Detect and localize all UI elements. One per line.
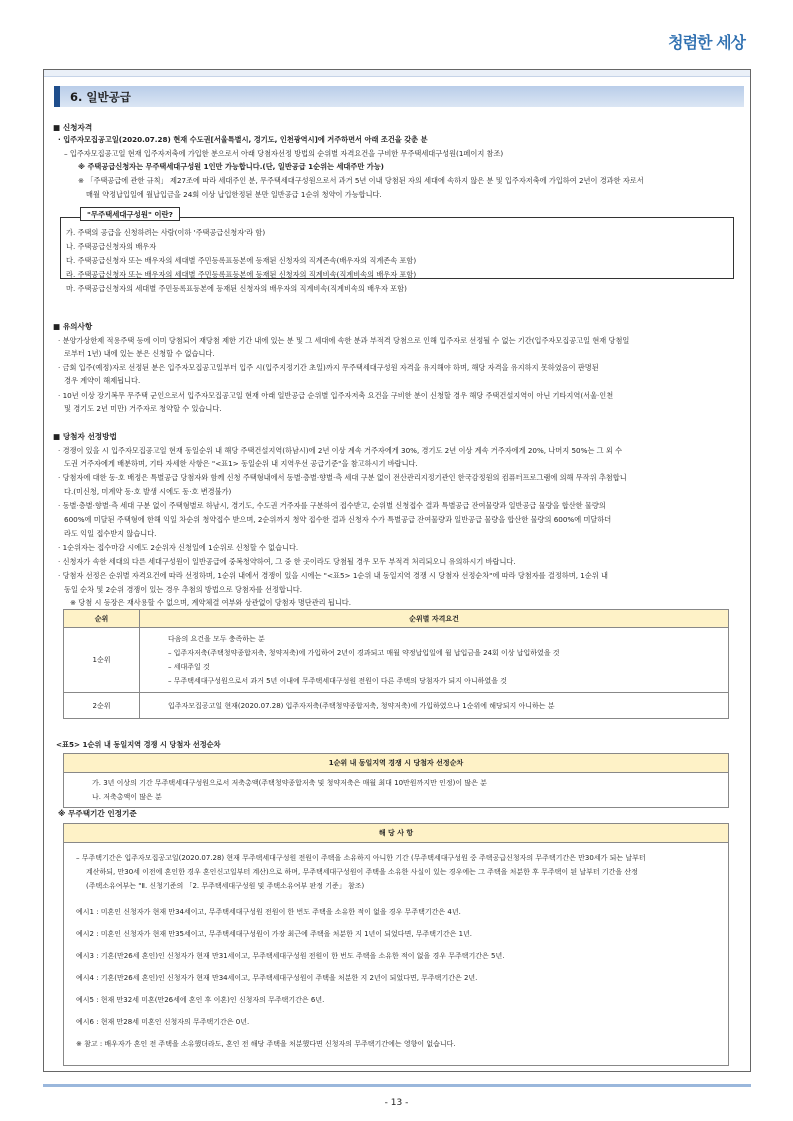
tbl1-r1-line-3: – 세대주일 것 <box>168 663 210 671</box>
s1-line-5: 매월 약정납입일에 월납입금을 24회 이상 납입한정된 분만 일반공급 1순위 청약이 가능합니다. <box>86 190 382 199</box>
tbl3-example-3: 예시3 : 기혼(만26세 혼인)인 신청자가 현재 만31세이고, 무주택세대구성원 전원이 한 번도 주택을 소유한 적이 없을 경우 무주택기간은 5년. <box>76 952 505 960</box>
tbl3-line-1: – 무주택기간은 입주자모집공고일(2020.07.28) 현재 무주택세대구성원 전원이 주택을 소유하지 아니한 기간 (무주택세대구성원 중 주택공급신청자의 무주택기간은 만30세가 되는 날부터 <box>76 854 646 862</box>
tbl3-body <box>64 843 729 1066</box>
selection-order-table <box>63 753 729 808</box>
s3-heading: ■ 당첨자 선정방법 <box>53 432 117 441</box>
tbl3-example-5: 예시5 : 현재 만32세 미혼(만26세에 혼인 후 이혼)인 신청자의 무주택기간은 6년. <box>76 996 325 1004</box>
tbl1-header-rank: 순위 <box>64 610 140 628</box>
tbl3-example-4: 예시4 : 기혼(만26세 혼인)인 신청자가 현재 만34세이고, 무주택세대구성원이 주택을 처분한 지 2년이 되었다면, 무주택기간은 2년. <box>76 974 478 982</box>
s2-line-1: · 분양가상한제 적용주택 등에 이미 당첨되어 재당첨 제한 기간 내에 있는 분 및 그 세대에 속한 분과 부적격 당첨으로 인해 입주자로 선정될 수 없는 기간(입주자모집공고일 현재 당첨일 <box>58 336 630 345</box>
tbl1-r1-line-1: 다음의 요건을 모두 충족하는 분 <box>168 635 265 643</box>
tbl1-header-qualification: 순위별 자격요건 <box>140 610 729 628</box>
rank-qualification-table <box>63 609 729 719</box>
tbl3-line-3: (주택소유여부는 "Ⅱ. 신청기준의 「2. 무주택세대구성원 및 주택소유여부 판정 기준」 참조) <box>86 882 365 890</box>
tbl2-header: 1순위 내 동일지역 경쟁 시 당첨자 선정순차 <box>64 754 729 773</box>
tbl2-line-1: 가. 3년 이상의 기간 무주택세대구성원으로서 저축총액(주택청약종합저축 및 청약저축은 매월 최대 10만원까지만 인정)이 많은 분 <box>92 779 487 787</box>
tbl1-rank-2: 2순위 <box>64 693 140 719</box>
box-item-2: 나. 주택공급신청자의 배우자 <box>66 242 157 251</box>
tbl2-caption: <표5> 1순위 내 동일지역 경쟁 시 당첨자 선정순차 <box>56 740 221 749</box>
s4-heading: ※ 무주택기간 인정기준 <box>58 809 137 818</box>
s3-line-11: 동일 순차 및 2순위 경쟁이 있는 경우 추첨의 방법으로 당첨자를 선정합니다. <box>64 585 303 594</box>
s2-line-3: · 금회 입주(예정)자로 선정된 분은 입주자모집공고일부터 입주 시(입주지정기간 초일)까지 무주택세대구성원 자격을 유지해야 하며, 해당 자격을 유지하지 못하였음이 판명된 <box>58 363 599 372</box>
s3-line-9: · 신청자가 속한 세대의 다른 세대구성원이 일반공급에 중복청약하여, 그 중 한 곳이라도 당첨될 경우 모두 부적격 처리되오니 유의하시기 바랍니다. <box>58 557 516 566</box>
s3-line-7: 라도 익일 접수받지 않습니다. <box>64 529 157 538</box>
tbl1-rank-1-requirements <box>140 628 729 693</box>
box-item-1: 가. 주택의 공급을 신청하려는 사람(이하 '주택공급신청자'라 함) <box>66 228 266 237</box>
tbl3-example-6: 예시6 : 현재 만28세 미혼인 신청자의 무주택기간은 0년. <box>76 1018 250 1026</box>
s1-line-2: – 입주자모집공고일 현재 입주자저축에 가입한 분으로서 아래 당첨자선정 방법의 순위별 자격요건을 구비한 무주택세대구성원(1페이지 참조) <box>64 149 504 158</box>
tbl1-r1-line-4: – 무주택세대구성원으로서 과거 5년 이내에 무주택세대구성원 전원이 다른 주택의 당첨자가 되지 아니하였을 것 <box>168 677 507 685</box>
tbl1-r1-line-2: – 입주자저축(주택청약종합저축, 청약저축)에 가입하여 2년이 경과되고 매월 약정납입일에 월 납입금을 24회 이상 납입하였을 것 <box>168 649 560 657</box>
tbl3-note: ※ 참고 : 배우자가 혼인 전 주택을 소유했더라도, 혼인 전 해당 주택을 처분했다면 신청자의 무주택기간에는 영향이 없습니다. <box>76 1040 456 1048</box>
section-title-bar <box>54 86 744 107</box>
footer-bar <box>43 1084 751 1087</box>
tbl1-rank-2-requirements: 입주자모집공고일 현재(2020.07.28) 입주자저축(주택청약종합저축, 청약저축)에 가입하였으나 1순위에 해당되지 아니하는 분 <box>140 693 729 719</box>
s2-line-4: 경우 계약이 해제됩니다. <box>64 376 141 385</box>
logo-text: 청렴한 세상 <box>668 33 745 52</box>
box-item-5: 마. 주택공급신청자의 세대별 주민등록표등본에 등재된 신청자의 배우자의 직계비속(직계비속의 배우자 포함) <box>66 284 407 293</box>
s1-line-3: ※ 주택공급신청자는 무주택세대구성원 1인만 가능합니다.(단, 일반공급 1순위는 세대주만 가능) <box>78 162 384 171</box>
s3-line-5: · 동별·층별·향별·측 세대 구분 없이 주택형별로 하남시, 경기도, 수도권 거주자를 구분하여 접수받고, 순위별 신청접수 결과 특별공급 잔여물량과 일반공급 물량을 합산한 물량의 <box>58 501 606 510</box>
tbl3-spacer <box>76 893 720 901</box>
s2-heading: ■ 유의사항 <box>53 322 93 331</box>
s2-line-6: 및 경기도 2년 미만) 거주자로 청약할 수 있습니다. <box>64 404 222 413</box>
s2-line-5: · 10년 이상 장기복무 무주택 군인으로서 입주자모집공고일 현재 아래 일반공급 순위별 입주자저축 요건을 구비한 분이 신청할 경우 해당 주택건설지역이 아닌 기타지역(서울·인천 <box>58 391 614 400</box>
box-item-3: 다. 주택공급신청자 또는 배우자의 세대별 주민등록표등본에 등재된 신청자의 직계존속(배우자의 직계존속 포함) <box>66 256 417 265</box>
s3-line-4: 다.(미신청, 미계약 동·호 발생 시에도 동·호 변경불가) <box>64 487 232 496</box>
tbl3-example-2: 예시2 : 미혼인 신청자가 현재 만35세이고, 무주택세대구성원이 가장 최근에 주택을 처분한 지 1년이 되었다면, 무주택기간은 1년. <box>76 930 473 938</box>
s1-line-4: ※ 「주택공급에 관한 규칙」 제27조에 따라 세대주인 분, 무주택세대구성원으로서 과거 5년 이내 당첨된 자의 세대에 속하지 않은 분 및 입주자저축에 가입하여 2년이 경과한 자로서 <box>78 176 644 185</box>
section-title: 6. 일반공급 <box>70 90 131 104</box>
s1-heading: ■ 신청자격 <box>53 123 93 132</box>
s3-line-10: · 당첨자 선정은 순위별 자격요건에 따라 선정하며, 1순위 내에서 경쟁이 있을 시에는 "<표5> 1순위 내 동일지역 경쟁 시 당첨자 선정순차"에 따라 당첨자를 결정하며, 1순위 내 <box>58 571 608 580</box>
tbl2-body <box>64 773 729 808</box>
box-item-4: 라. 주택공급신청자 또는 배우자의 세대별 주민등록표등본에 등재된 신청자의 직계비속(직계비속의 배우자 포함) <box>66 270 417 279</box>
tbl2-line-2: 나. 저축총액이 많은 분 <box>92 793 162 801</box>
tbl3-header: 해 당 사 항 <box>64 824 729 843</box>
homeless-period-table <box>63 823 729 1066</box>
s3-line-12: ※ 당첨 시 등장은 재사용할 수 없으며, 계약체결 여부와 상관없이 당첨자 명단관리 됩니다. <box>70 598 352 607</box>
s3-line-3: · 당첨자에 대한 동·호 배정은 특별공급 당첨자와 함께 신청 주택형내에서 동별·층별·향별·측 세대 구분 없이 전산관리지정기관인 한국감정원의 컴퓨터프로그램에 의해 무작위 추첨합니 <box>58 473 627 482</box>
s3-line-8: · 1순위자는 접수마감 시에도 2순위자 신청일에 1순위로 신청할 수 없습니다. <box>58 543 299 552</box>
s1-line-1: · 입주자모집공고일(2020.07.28) 현재 수도권[서울특별시, 경기도, 인천광역시]에 거주하면서 아래 조건을 갖춘 분 <box>58 135 428 144</box>
page-number: - 13 - <box>384 1098 409 1108</box>
s3-line-2: 도권 거주자에게 배분하며, 기타 자세한 사항은 "<표1> 동일순위 내 지역우선 공급기준"을 참고하시기 바랍니다. <box>64 459 418 468</box>
s3-line-1: · 경쟁이 있을 시 입주자모집공고일 현재 동일순위 내 해당 주택건설지역(하남시)에 2년 이상 계속 거주자에게 30%, 경기도 2년 이상 계속 거주자에게 20%, 나머지 50%는 그 외 수 <box>58 446 623 455</box>
s3-line-6: 600%에 미달된 주택형에 한해 익일 차순위 청약접수 받으며, 2순위까지 청약 접수한 결과 신청자 수가 특별공급 잔여물량과 일반공급 물량을 합산한 물량의 600%에 미달하더 <box>64 515 612 524</box>
tbl3-line-2: 계산하되, 만30세 이전에 혼인한 경우 혼인신고일부터 계산)으로 하며, 무주택세대구성원이 주택을 소유한 사실이 있는 경우에는 그 주택을 처분한 후 무주택이 된 날부터 기간을 산정 <box>86 868 638 876</box>
box-label: "무주택세대구성원" 이란? <box>80 207 180 221</box>
tbl1-rank-1: 1순위 <box>64 628 140 693</box>
tbl3-example-1: 예시1 : 미혼인 신청자가 현재 만34세이고, 무주택세대구성원 전원이 한 번도 주택을 소유한 적이 없을 경우 무주택기간은 4년. <box>76 908 461 916</box>
logo <box>668 30 745 53</box>
s2-line-2: 로부터 1년) 내에 있는 분은 신청할 수 없습니다. <box>64 349 215 358</box>
